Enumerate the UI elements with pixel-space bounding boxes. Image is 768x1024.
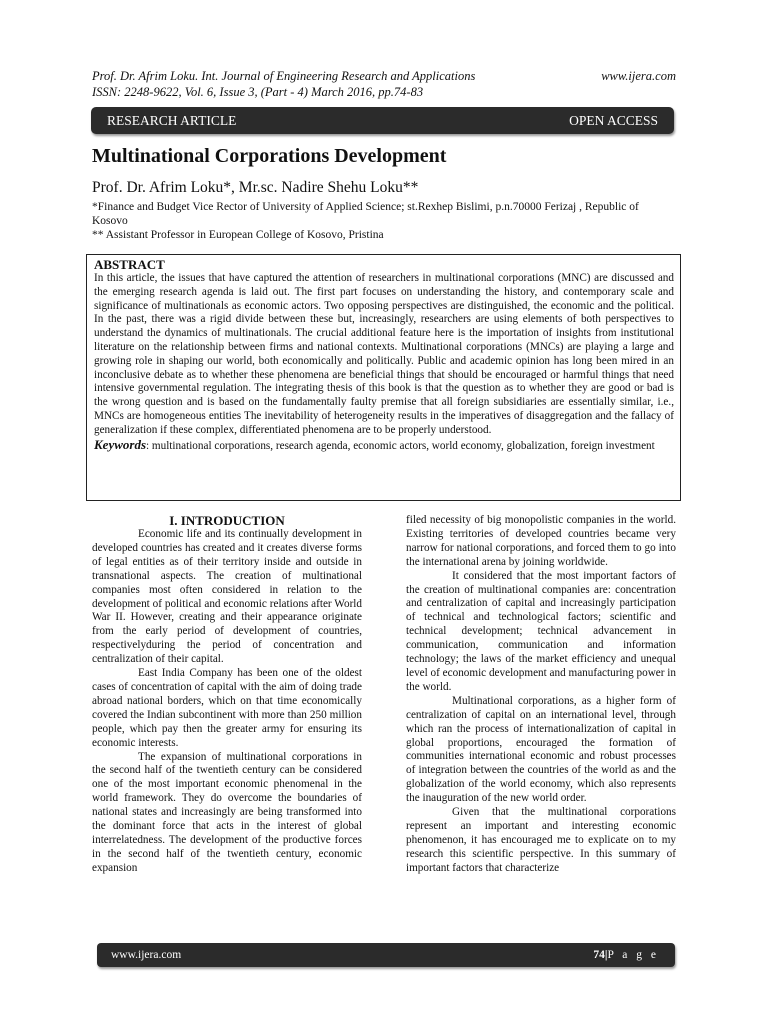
abstract-box [86, 254, 681, 501]
affiliation-1: *Finance and Budget Vice Rector of University of Applied Science; st.Rexhep Bislimi, p.n.70000 Ferizaj , Republic of Kosovo [92, 201, 639, 227]
paragraph: Economic life and its continually development in developed countries has created and it creates diverse forms of legal entities as of their territory inside and outside in transnational aspects. The creation of multinational companies most often considered in relation to the development of political and economic relations after World War II. However, creating and their appearance originate from the early period of development of countries, respectivelyduring the period of concentration and centralization of their capital. [92, 528, 362, 666]
affiliations [92, 200, 676, 242]
page-label: P a g e [607, 949, 659, 961]
issn-line: ISSN: 2248-9622, Vol. 6, Issue 3, (Part - 4) March 2016, pp.74-83 [92, 85, 424, 99]
paper-title: Multinational Corporations Development [92, 145, 447, 167]
right-column [406, 514, 676, 876]
author-list: Prof. Dr. Afrim Loku*, Mr.sc. Nadire Shehu Loku** [92, 179, 419, 196]
affiliation-2: ** Assistant Professor in European College of Kosovo, Pristina [92, 229, 384, 241]
paragraph: filed necessity of big monopolistic companies in the world. Existing territories of developed countries became very narrow for national corporations, and forced them to go into the international arena by joining worldwide. [406, 514, 676, 568]
left-column [92, 514, 362, 876]
paragraph: Given that the multinational corporations represent an important and interesting economic phenomenon, it has encouraged me to explicate on to my research this scientific perspective. In this summary of important factors that characterize [406, 806, 676, 874]
paragraph: East India Company has been one of the oldest cases of concentration of capital with the aim of doing trade abroad national borders, which on that time economically covered the Indian subcontinent with more than 250 million people, which pay then the greater army for ensuring its economic interests. [92, 667, 362, 749]
page-separator: | [604, 949, 608, 961]
article-type-banner [91, 107, 674, 134]
section-heading-introduction: I. INTRODUCTION [169, 513, 285, 528]
running-header [92, 68, 676, 100]
journal-citation: Prof. Dr. Afrim Loku. Int. Journal of Engineering Research and Applications [92, 69, 476, 83]
abstract-text: In this article, the issues that have captured the attention of researchers in multinational corporations (MNC) are discussed and the emerging research agenda is laid out. The first part focuses on understanding the history, and contemporary scale and significance of multinationals as economic actors. Two opposing perspectives are distinguished, the economic and the political. In the past, there was a rigid divide between these but, increasingly, researchers are using elements of both perspectives to understand the dynamics of multinationals. The crucial additional feature here is the importation of insights from institutional literature on the relationship between firms and national contexts. Multinational corporations (MNCs) are playing a large and growing role in shaping our world, both economically and politically. Public and academic opinion has long been mired in an inconclusive debate as to whether these phenomena are beneficial things that should be encouraged or harmful things that need intensive governmental regulation. The integrating thesis of this book is that the question as to whether they are good or bad is the wrong question and is based on the fundamentally faulty premise that all foreign subsidiaries are essentially similar, i.e., MNCs are homogeneous entities The inevitability of heterogeneity results in the imperatives of disaggregation and the fallacy of generalization if these complex, differentiated phenomena are to be properly understood. [94, 272, 674, 436]
page-indicator [593, 949, 659, 961]
page-number: 74 [593, 949, 605, 961]
paragraph: It considered that the most important factors of the creation of multinational companies are: concentration and centralization of capital and increasingly participation of technical and technological factors; scientific and technical development; technical advancement in communication, communication and information technology; the laws of the market efficiency and unequal level of economic development and manufacturing power in the world. [406, 569, 676, 693]
keywords-list: : multinational corporations, research agenda, economic actors, world economy, globalization, foreign investment [146, 439, 655, 452]
keywords [94, 438, 674, 453]
open-access-label: OPEN ACCESS [569, 112, 658, 128]
keywords-label: Keywords [94, 436, 146, 452]
paragraph: Multinational corporations, as a higher form of centralization of capital on an international level, through which ran the process of internationalization of capital in global proportions, encouraged the formation of communities international economic and robust processes of integration between the countries of the world as and the globalization of the world economy, which also represents the inauguration of the new world order. [406, 694, 676, 805]
footer-website[interactable]: www.ijera.com [111, 949, 182, 961]
article-type-label: RESEARCH ARTICLE [107, 112, 237, 128]
page-footer [97, 943, 675, 967]
abstract-heading: ABSTRACT [94, 257, 165, 272]
journal-website[interactable]: www.ijera.com [601, 69, 676, 83]
paragraph: The expansion of multinational corporations in the second half of the twentieth century can be considered one of the most important economic phenomenal in the world framework. They do overcome the boundaries of national states and increasingly are being transformed into the dominant force that acts in the interest of global interrelatedness. The development of the productive forces in the second half of the twentieth century, economic expansion [92, 750, 362, 874]
